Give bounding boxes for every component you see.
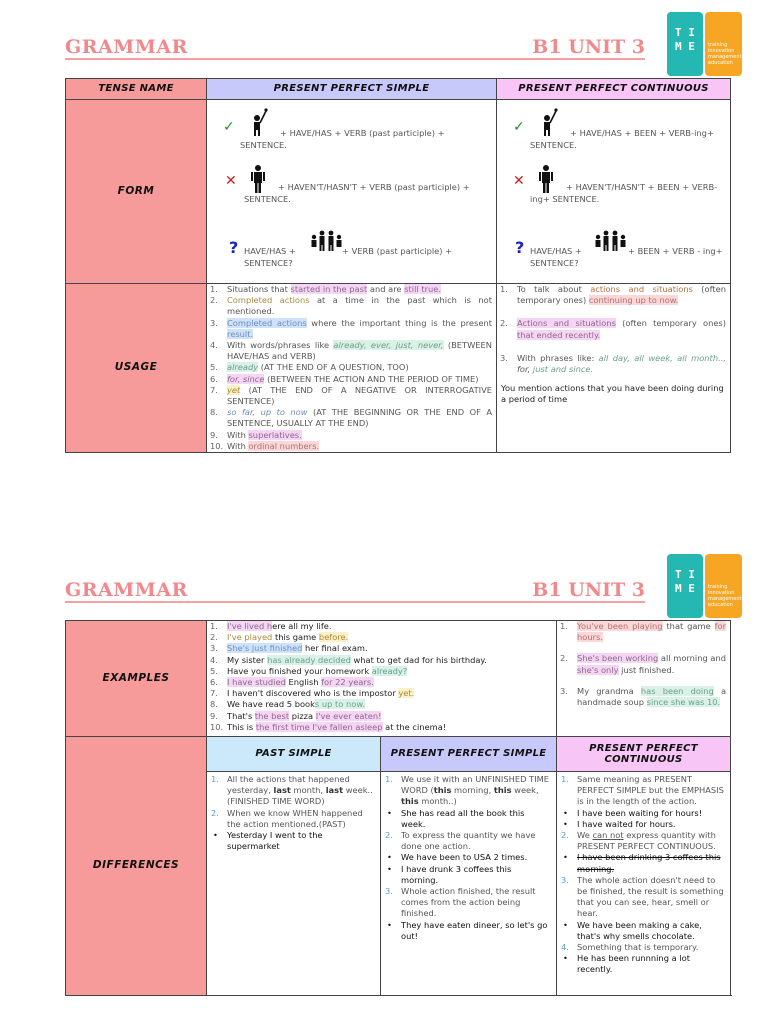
usage-pps-list [207,284,492,452]
header-rule [65,601,645,603]
differences-label: DIFFERENCES [66,737,207,996]
question-icon: ? [515,238,525,257]
list-item: 4. With words/phrases like already, ever, just, never, (BETWEEN HAVE/HAS and VERB) [210,340,492,362]
list-item: 2. To express the quantity we have done one action. [385,830,536,852]
tense-table [65,78,731,453]
list-item: • Yesterday I went to the supermarket [213,830,323,852]
form-label: FORM [66,100,207,284]
examples-pps-cell [207,621,557,737]
list-item: 4. My sister has already decided what to get dad for his birthday. [210,654,487,665]
header-rule [65,58,645,60]
list-item: 6. I have studied English for 22 years. [210,677,374,688]
usage-ppc-list [497,284,726,375]
logo-tagline: training innovation management education [708,42,742,66]
logo-tagline: training innovation management education [708,584,742,608]
ppc-negative-text: + HAVEN'T/HASN'T + BEEN + VERB-ing+ SENTENCE. [530,182,718,204]
grammar-title: GRAMMAR [65,36,188,58]
ppc-diff-cell [557,772,731,996]
pps-question-post: + VERB (past participle) + SENTENCE? [244,246,453,268]
ppc-affirmative-text: + HAVE/HAS + BEEN + VERB-ing+ SENTENCE. [530,128,714,150]
examples-label: EXAMPLES [66,621,207,737]
pps-question-pre: HAVE/HAS + [244,246,296,256]
col-present-perfect-continuous: PRESENT PERFECT CONTINUOUS [497,79,731,100]
time-logo [667,554,742,618]
form-pps-cell [207,100,497,284]
list-item: 2. We can not express quantity with PRESENT PERFECT CONTINUOUS. [561,830,716,852]
list-item: 1. Situations that started in the past and are still true. [210,284,441,294]
list-item: 3. Whole action finished, the result comes from the action being finished. [385,886,536,919]
usage-ppc-note: You mention actions that you have been doing during a period of time [501,383,724,405]
col-present-perfect-simple: PRESENT PERFECT SIMPLE [207,79,497,100]
list-item: 3. Completed actions where the important thing is the present result. [210,317,492,339]
list-item: • I have waited for hours. [563,818,676,829]
grammar-title: GRAMMAR [65,579,188,601]
usage-label: USAGE [66,284,207,453]
check-icon: ✓ [223,119,235,135]
logo-letters: T I M E [675,568,695,595]
unit-title: B1 UNIT 3 [532,579,645,601]
list-item: 6. for, since (BETWEEN THE ACTION AND THE PERIOD OF TIME) [210,373,479,384]
list-item: 2. When we know WHEN happened the action mentioned.(PAST) [211,807,363,829]
usage-ppc-cell [497,284,731,453]
ppc-question-post: + BEEN + VERB - ing+ SENTENCE? [530,246,723,268]
list-item: 2. She's been working all morning and she's only just finished. [560,653,727,675]
question-icon: ? [229,238,239,257]
list-item: • I have been drinking 3 coffees this morning. [563,852,721,874]
list-item: 5. already (AT THE END OF A QUESTION, TOO) [210,362,409,373]
list-item: 1. All the actions that happened yesterday, last month, last week.. (FINISHED TIME WORD) [211,774,373,807]
ppc-form-negative [497,162,730,224]
list-item: • I have drunk 3 coffees this morning. [387,863,512,885]
list-item: • They have eaten dineer, so let's go out! [387,919,548,941]
list-item: 8. so far, up to now (AT THE BEGINNING OR THE END OF A SENTENCE, USUALLY AT THE END) [210,407,493,429]
list-item: 10. With ordinal numbers. [210,440,320,451]
examples-pps-list [207,621,552,733]
unit-title: B1 UNIT 3 [532,36,645,58]
form-affirmative [207,100,496,162]
list-item: 3. The whole action doesn't need to be finished, the result is something that you can see, hear, smell or hear. [561,874,724,919]
pps-diff-cell [381,772,557,996]
col-pps: PRESENT PERFECT SIMPLE [381,737,557,772]
list-item: 2. Actions and situations (often temporary ones) that ended recently. [500,318,726,340]
list-item: 7. yet (AT THE END OF A NEGATIVE OR INTERROGATIVE SENTENCE) [210,384,492,407]
list-item: • He has been runnning a lot recently. [563,953,690,975]
logo-letters: T I M E [675,26,695,53]
list-item: 8. We have read 5 books up to now. [210,699,366,710]
list-item: 9. That's the best pizza I've ever eaten! [210,710,382,721]
list-item: 9. With superlatives. [210,429,302,440]
pps-affirmative-text: + HAVE/HAS + VERB (past participle) + SENTENCE. [240,128,445,150]
list-item: 1. We use it with an UNFINISHED TIME WORD (this morning, this week, this month..) [385,774,550,807]
form-negative [207,162,496,224]
list-item: 2. Completed actions at a time in the past which is not mentioned. [210,295,492,317]
col-tense-name: TENSE NAME [66,79,207,100]
cross-icon: ✕ [513,173,525,189]
list-item: 4. Something that is temporary. [561,942,699,953]
form-ppc-cell [497,100,731,284]
check-icon: ✓ [513,119,525,135]
examples-ppc-cell [557,621,731,737]
page-header-1 [65,34,645,64]
list-item: 3. My grandma has been doing a handmade soup since she was 10. [560,685,727,708]
cross-icon: ✕ [225,173,237,189]
ppc-question-pre: HAVE/HAS + [530,246,582,256]
list-item: 1. I've lived here all my life. [210,621,332,631]
col-ppc: PRESENT PERFECT CONTINUOUS [557,737,731,772]
page-header-2 [65,577,645,607]
examples-differences-table [65,620,731,996]
time-logo [667,12,742,76]
past-simple-cell [207,772,381,996]
list-item: 3. With phrases like: all day, all week, all month.., for, just and since. [500,352,726,375]
list-item: 1. To talk about actions and situations (often temporary ones) continuing up to now. [500,284,727,306]
list-item: • She has read all the book this week. [387,807,525,829]
list-item: • I have been waiting for hours! [563,807,703,818]
form-question [207,224,496,280]
list-item: • We have been making a cake, that's why smells chocolate. [563,919,702,941]
list-item: 2. I've played this game before. [210,632,349,643]
list-item: • We have been to USA 2 times. [387,852,528,863]
list-item: 3. She's just finished her final exam. [210,643,368,654]
list-item: 5. Have you finished your homework already? [210,665,408,676]
pps-negative-text: + HAVEN'T/HASN'T + VERB (past participle) + SENTENCE. [244,182,470,204]
list-item: 1. You've been playing that game for hours. [560,621,727,643]
ppc-form-question [497,224,730,280]
col-past-simple: PAST SIMPLE [207,737,381,772]
ppc-form-affirmative [497,100,730,162]
usage-pps-cell [207,284,497,453]
examples-ppc-list [557,621,726,708]
list-item: 7. I haven't discovered who is the impostor yet. [210,688,415,699]
list-item: 10. This is the first time I've fallen asleep at the cinema! [210,721,447,732]
list-item: 1. Same meaning as PRESENT PERFECT SIMPLE but the EMPHASIS is in the length of the action. [561,774,724,807]
